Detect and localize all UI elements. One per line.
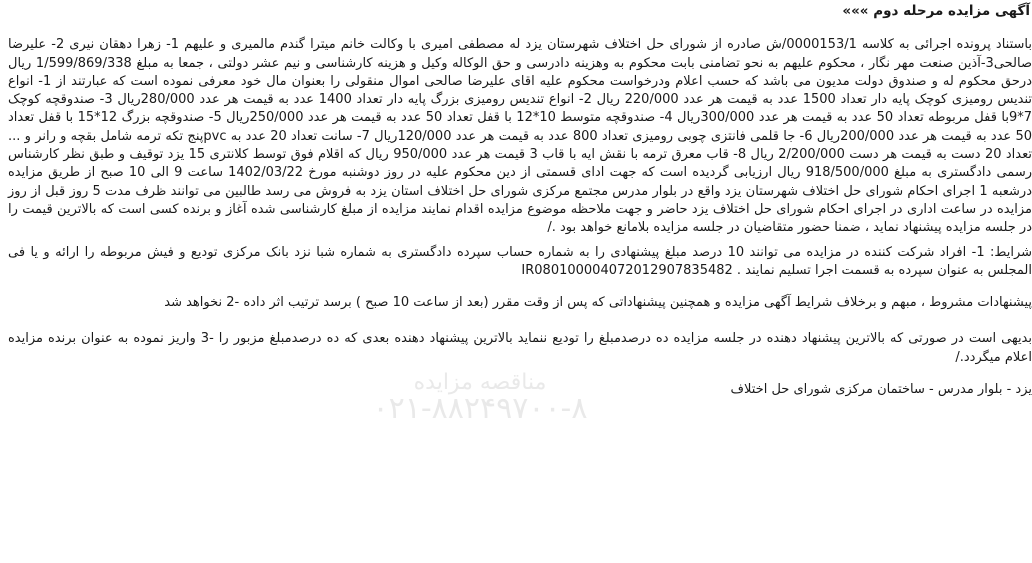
spacer bbox=[8, 280, 1032, 294]
notice-body: باستناد پرونده اجرائی به کلاسه 0000153/1/ش صادره از شورای حل اختلاف شهرستان یزد له مصطفی امیری با وکالت خانم میترا گندم مالمیری و علیهم 1- زهرا دهقان نیری 2- علیرضا صالحی3-آذین صنعت مهر نگار ، محکوم علیهم به نحو تضامنی بابت محکوم به وهزینه دادرسی و حق الوکاله وکیل و هزینه کارشناسی و نیم عشر دولتی ، جمعا به مبلغ 1/599/869/338 ریال درحق محکوم له و صندوق دولت مدیون می باشد که حسب اعلام ودرخواست محکوم علیه اقای علیرضا صالحی اموال منقولی را بعنوان مال خود معرفی نموده است که عبارتند از 1- انواع تندیس رومیزی کوچک پایه دار تعداد 1500 عدد به قیمت هر عدد 220/000 ریال 2- انواع تندیس رومیزی بزرگ پایه دار تعداد 1400 عدد به قیمت هر عدد 280/000ریال 3- صندوقچه کوچک 7*9با قفل مربوطه تعداد 50 عدد به قیمت هر عدد 300/000ریال 4- صندوقچه متوسط 10*12 با قفل تعداد 50 عدد به قیمت هر عدد 250/000ریال 5- صندوقچه بزرگ 12*15 با قفل تعداد 50 عدد به قیمت هر عدد 200/000ریال 6- جا قلمی فانتزی چوبی رومیزی تعداد 800 عدد به قیمت هر عدد 120/000ریال 7- سانت تعداد 20 عدد به pvcپنج تکه ترمه شامل بقچه و رانر و ... تعداد 20 دست به قیمت هر دست 2/200/000 ریال 8- قاب معرق ترمه با نقش ایه با قاب 3 قیمت هر عدد 950/000 ریال که اقلام فوق توسط کلانتری 15 یزد توقیف و طبق نظر کارشناس رسمی دادگستری به مبلغ 918/500/000 ریال ارزیابی گردیده است که جهت ادای قسمتی از دین محکوم علیه در روز دوشنبه مورخ 1402/03/22 ساعت 9 الی 10 صبح از طریق مزایده درشعبه 1 اجرای احکام شورای حل اختلاف شهرستان یزد واقع در بلوار مدرس مجتمع مرکزی شورای حل اختلاف استان یزد به فروش می رسد طالبین می توانند ظرف مدت 5 روز قبل از روز مزایده در ساعت اداری در اجرای احکام شورای حل اختلاف یزد حاضر و جهت ملاحظه موضوع مزایده اقدام نمایند مزایده از مبلغ کارشناسی شده آغاز و برنده کسی است که بالاترین قیمت را در جلسه مزایده پیشنهاد نماید ، ضمنا حضور متقاضیان در جلسه مزایده بلامانع خواهد بود ./ bbox=[8, 37, 1032, 236]
watermark-text: مناقصه مزایده bbox=[413, 370, 547, 395]
watermark-phone: ۰۲۱-۸۸۲۴۹۷۰۰-۸ bbox=[372, 391, 588, 426]
auction-notice bbox=[8, 2, 1032, 399]
condition-3: بدیهی است در صورتی که بالاترین پیشنهاد دهنده در جلسه مزایده ده درصدمبلغ را تودیع ننماید بالاترین پیشنهاد دهنده بعدی که ده درصدمبلغ مزبور را -3 واریز نموده به عنوان برنده مزایده اعلام میگردد./ bbox=[8, 331, 1032, 365]
notice-title: آگهی مزایده مرحله دوم »»» bbox=[842, 3, 1030, 19]
spacer bbox=[8, 312, 1032, 330]
footer-address: یزد - بلوار مدرس - ساختمان مرکزی شورای حل اختلاف bbox=[730, 382, 1032, 398]
condition-1: شرایط: 1- افراد شرکت کننده در مزایده می توانند 10 درصد مبلغ پیشنهادی را به شماره حساب سپرده دادگستری به شماره شبا نزد بانک مرکزی تودیع و فیش مربوطه را ارائه و یا فی المجلس به عنوان سپرده به قسمت اجرا تسلیم نمایند . IR080100004072012907835482 bbox=[8, 244, 1032, 278]
condition-2: پیشنهادات مشروط ، مبهم و برخلاف شرایط آگهی مزایده و همچنین پیشنهاداتی که پس از وقت مقرر (بعد از ساعت 10 صبح ) برسد ترتیب اثر داده -2 نخواهد شد bbox=[164, 295, 1032, 311]
spacer bbox=[8, 367, 1032, 381]
